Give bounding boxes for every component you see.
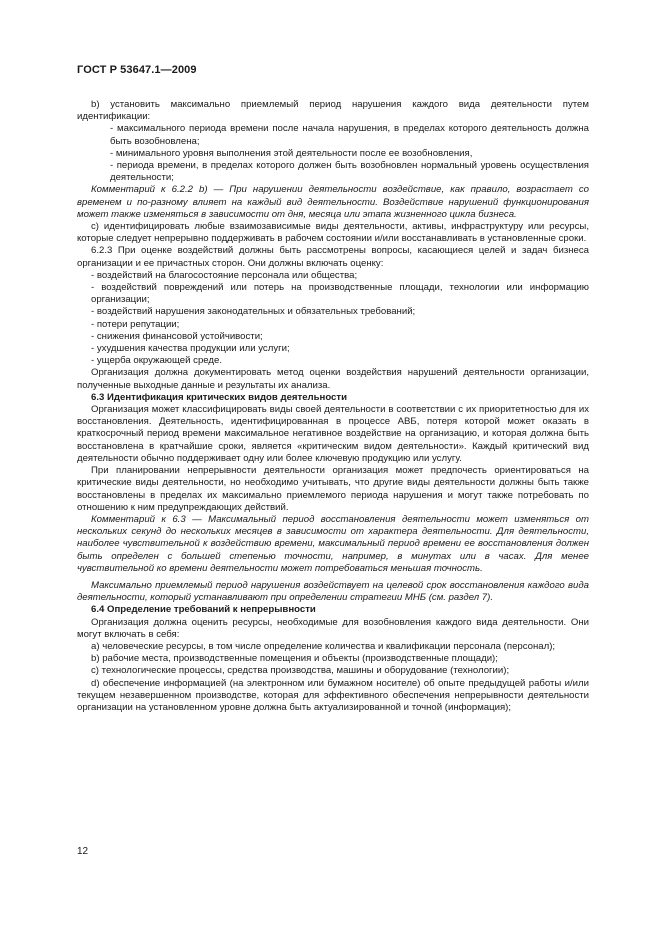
page-number: 12 [77,846,89,857]
list-item: - воздействий нарушения законодательных и обязательных требований; [91,306,416,318]
paragraph: d) обеспечение информацией (на электронном или бумажном носителе) об опыте предыдущей работы и/или текущем незавершенном производстве, которая для эффективного обеспечения непрерывности деятельности организации на установленном уровне должна быть актуализированной и точной (информация); [77,677,589,713]
paragraph: Организация может классифицировать виды своей деятельности в соответствии с их приоритетностью для их восстановления. Деятельность, идентифицированная в процессе АВБ, потеря которой может оказать в краткосрочный период времени максимальное негативное воздействие на организацию, и которая должна быть восстановлена в кратчайшие сроки, является «критическим видом деятельности». Каждый критический вид деятельности обычно поддерживает одну или более ключевую продукцию или услугу. [77,404,589,464]
document-body [77,99,589,714]
paragraph: c) технологические процессы, средства производства, машины и оборудование (технологии); [91,665,510,677]
paragraph: 6.2.3 При оценке воздействий должны быть рассмотрены вопросы, касающиеся целей и задач бизнеса организации и ее причастных сторон. Они должны включать оценку: [77,245,589,269]
commentary-paragraph: Максимально приемлемый период нарушения воздействует на целевой срок восстановления каждого вида деятельности, который устанавливают при определении стратегии МНБ (см. раздел 7). [77,579,589,604]
list-item: - максимального периода времени после начала нарушения, в пределах которого деятельность должна быть возобновлена; [110,123,589,147]
list-item: - ущерба окружающей среде. [91,355,223,367]
paragraph: a) человеческие ресурсы, в том числе определение количества и квалификации персонала (персонал); [91,640,556,652]
list-item: - снижения финансовой устойчивости; [91,330,263,342]
list-item: - минимального уровня выполнения этой деятельности после ее возобновления, [110,147,473,159]
list-item: - потери репутации; [91,318,180,330]
list-item: - ухудшения качества продукции или услуги; [91,343,290,355]
list-item: - воздействий повреждений или потерь на производственные площади, технологии или информацию организации; [91,282,589,306]
document-page [77,64,589,714]
section-heading: 6.4 Определение требований к непрерывности [91,604,316,616]
paragraph: При планировании непрерывности деятельности организация может предпочесть ориентироваться на критические виды деятельности, но необходимо учитывать, что другие виды деятельности должны быть также восстановлены в пределах их максимально приемлемого периода нарушения и могут также потребовать по отношению к ним предупреждающих действий. [77,465,589,513]
commentary-paragraph: Комментарий к 6.3 — Максимальный период восстановления деятельности может изменяться от нескольких секунд до нескольких месяцев в зависимости от характера деятельности. Для деятельности, наиболее чувствительной к воздействию времени, максимальный период времени ее восстановления должен быть определен с большей степенью точности, например, в минутах или в часах. Для менее чувствительной ко времени деятельности может потребоваться меньшая точность. [77,513,589,574]
paragraph: Организация должна оценить ресурсы, необходимые для возобновления каждого вида деятельности. Они могут включать в себя: [77,616,589,640]
list-item: - воздействий на благосостояние персонала или общества; [91,269,358,281]
commentary-paragraph: Комментарий к 6.2.2 b) — При нарушении деятельности воздействие, как правило, возрастает со временем и по-разному влияет на каждый вид деятельности. Воздействие нарушений функционирования может также изменяться в зависимости от дня, месяца или этапа жизненного цикла бизнеса. [77,184,589,220]
paragraph: Организация должна документировать метод оценки воздействия нарушений деятельности организации, полученные выходные данные и результаты их анализа. [77,367,589,391]
paragraph: b) установить максимально приемлемый период нарушения каждого вида деятельности путем идентификации: [77,99,589,123]
list-item: - периода времени, в пределах которого должен быть возобновлен нормальный уровень осуществления деятельности; [110,160,589,184]
document-header: ГОСТ Р 53647.1—2009 [77,64,197,76]
paragraph: b) рабочие места, производственные помещения и объекты (производственные площади); [91,653,498,665]
paragraph: c) идентифицировать любые взаимозависимые виды деятельности, активы, инфраструктуру или ресурсы, которые следует непрерывно поддерживать в рабочем состоянии и/или восстанавливать в установленные сроки. [77,221,589,245]
section-heading: 6.3 Идентификация критических видов деятельности [91,391,347,403]
